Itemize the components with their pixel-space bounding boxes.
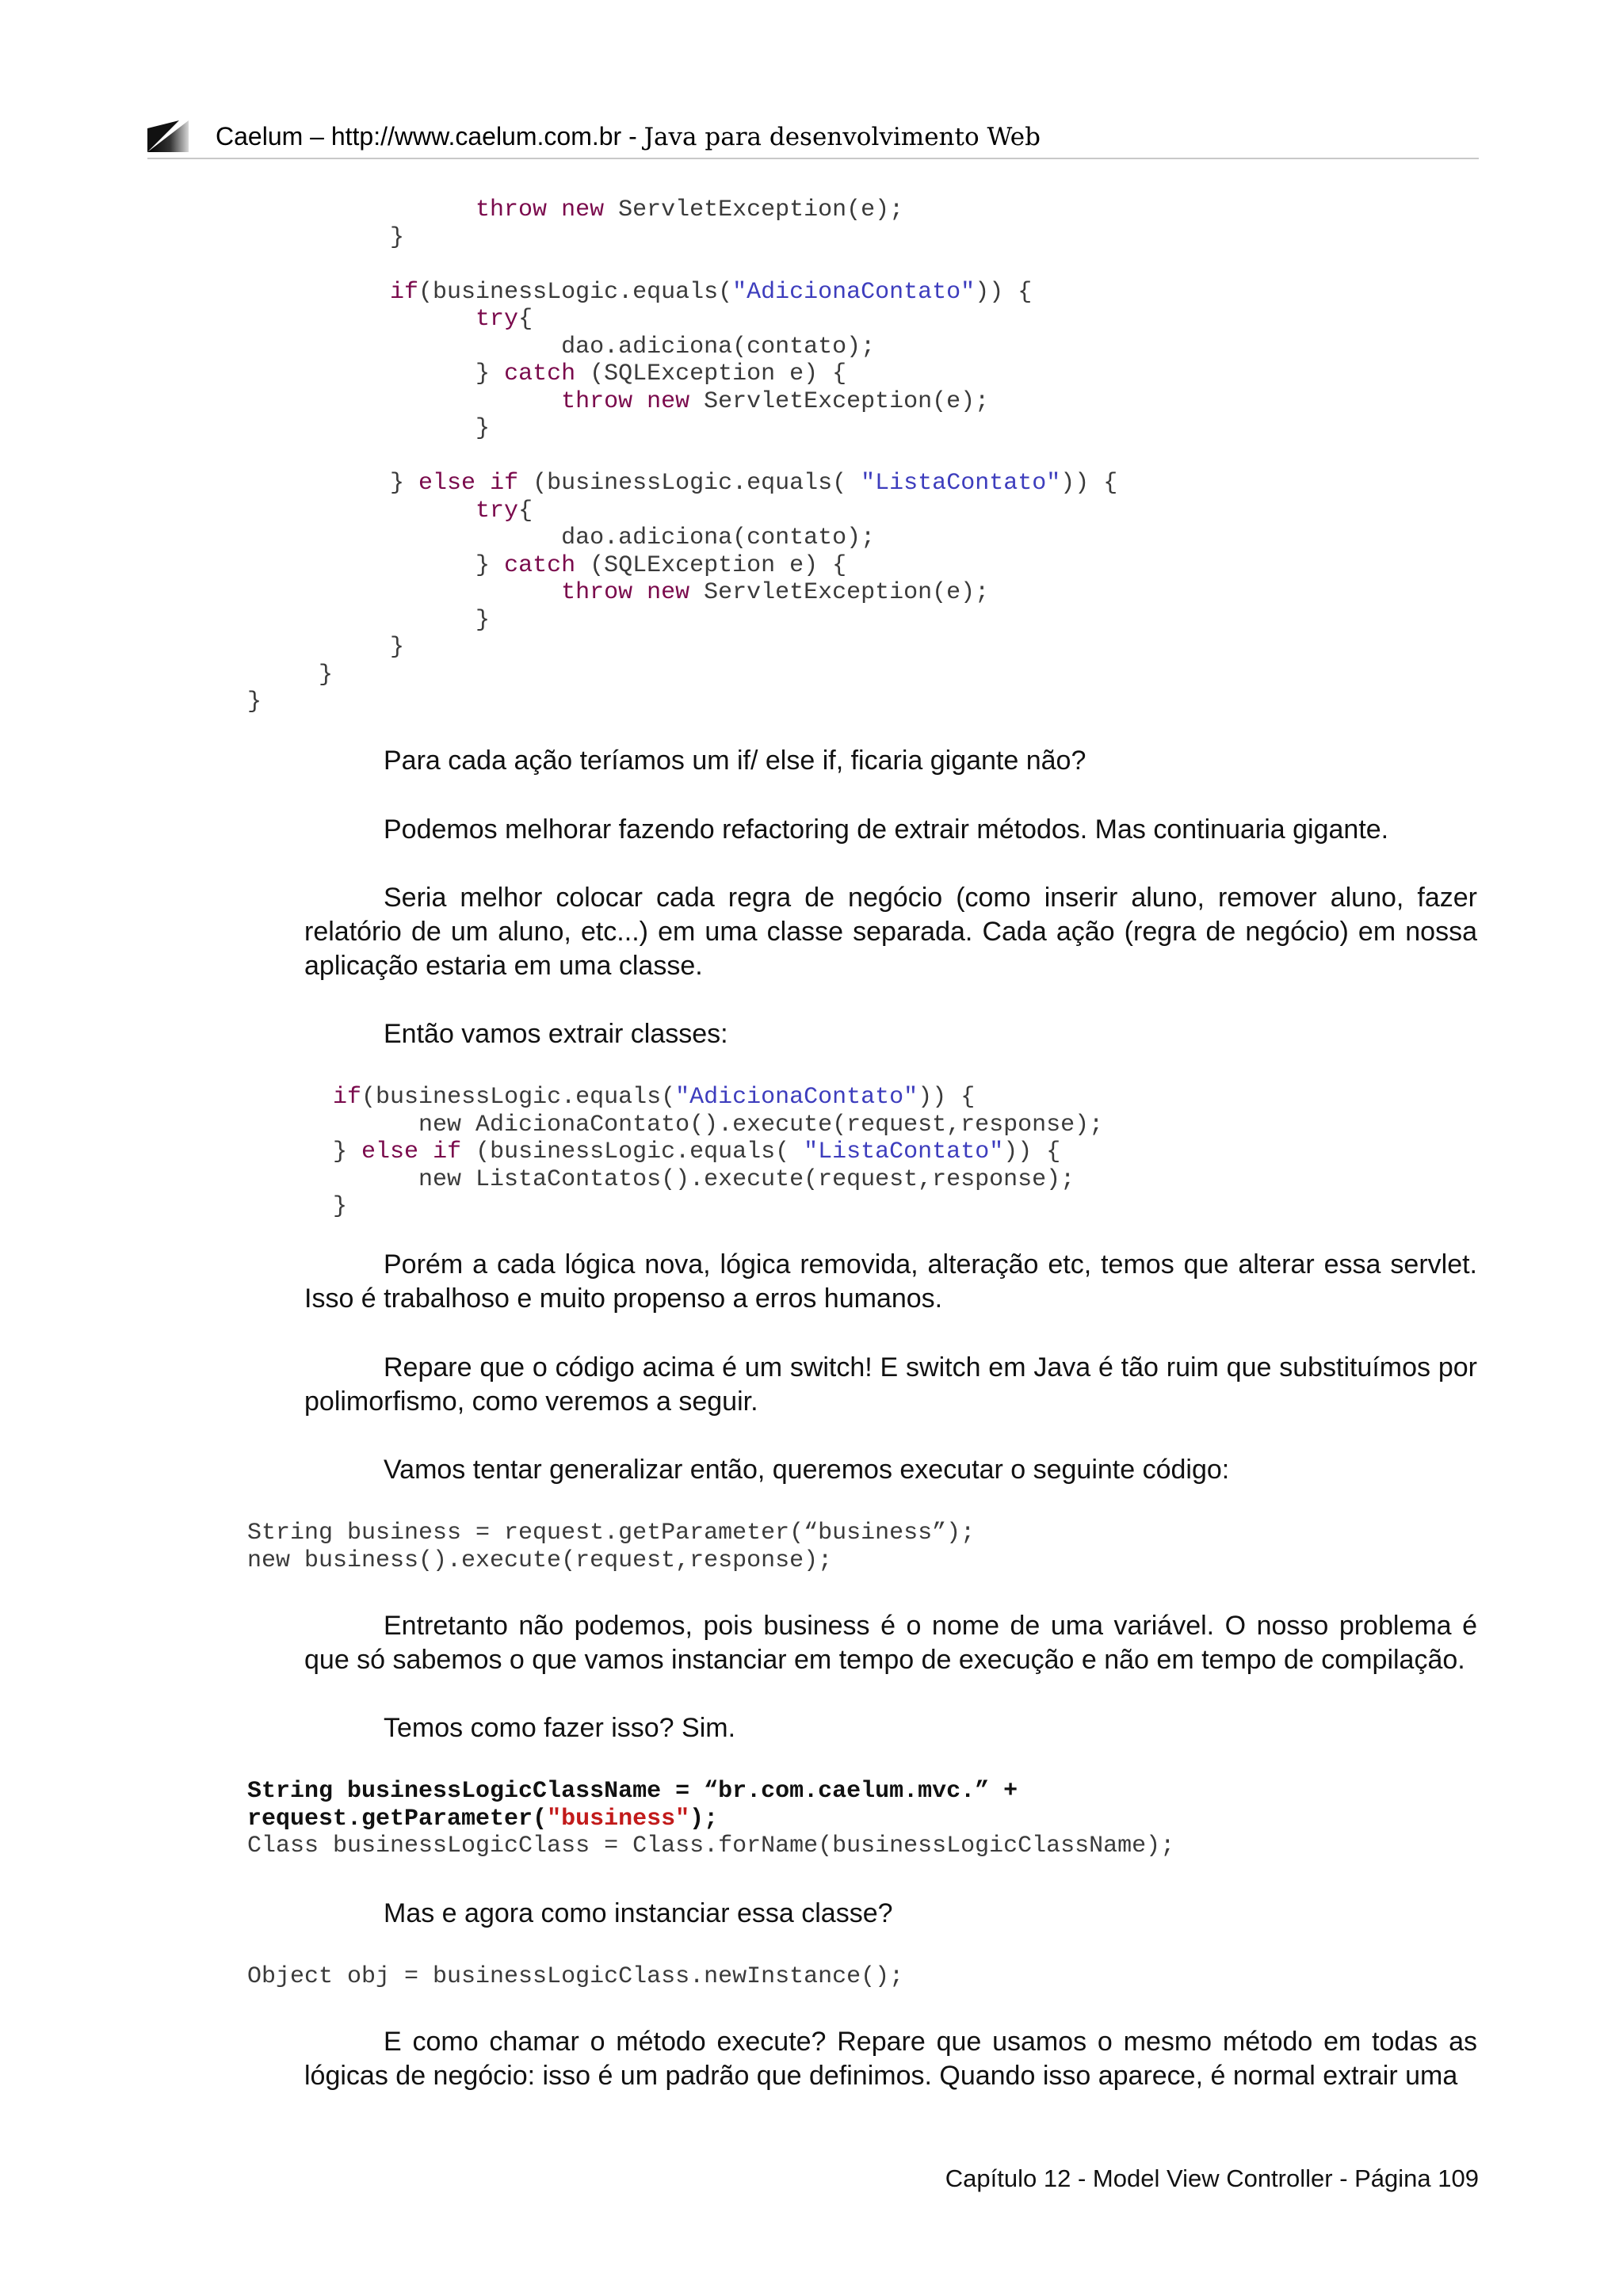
paragraph-10: Mas e agora como instanciar essa classe? [384,1898,893,1928]
code-token-kw: throw [475,196,548,223]
code-token: } [247,661,334,688]
code-line [247,1166,1075,1193]
code-token: dao.adiciona(contato); [247,524,876,551]
code-line [247,388,989,415]
code-line [247,662,333,688]
paragraph-6: Repare que o código acima é um switch! E switch em Java é tão ruim que substituímos por polimorfismo, como veremos a seguir. [304,1352,1477,1417]
code-token: Object obj = businessLogicClass.newInstance(); [247,1963,904,1990]
code-line [247,1778,1018,1805]
code-token-kw: else [418,470,476,497]
code-token-bold: String businessLogicClassName = “br.com.caelum.mvc.” + [247,1778,1018,1805]
code-token [247,1084,333,1111]
code-line [247,1084,975,1111]
code-line [247,306,533,333]
page-footer: Capítulo 12 - Model View Controller - Página 109 [945,2164,1479,2192]
code-line [247,607,490,634]
code-line [247,360,846,387]
code-token: )) { [1060,470,1118,497]
code-token-kw: throw [561,579,633,606]
code-token: { [518,306,533,333]
code-block-class-forname [247,1778,1174,1860]
code-token: } [247,551,505,579]
paragraph-5: Porém a cada lógica nova, lógica removida, alteração etc, temos que alterar essa servlet. Isso é trabalhoso e muito propenso a erros humanos. [304,1249,1477,1314]
code-line [247,196,903,223]
code-token-bold: request.getParameter( [247,1805,548,1833]
code-token-str: "AdicionaContato" [732,278,976,306]
paragraph-11: E como chamar o método execute? Repare que usamos o mesmo método em todas as lógicas de negócio: isso é um padrão que definimos. Quando isso aparece, é normal extrair uma [304,2027,1477,2091]
code-token: } [247,360,505,387]
code-line [247,579,989,606]
code-line [247,634,404,661]
header-title [216,120,1041,153]
code-block-extract-classes [247,1084,1103,1221]
code-line [247,688,262,715]
code-token: (businessLogic.equals( [518,470,861,497]
code-token: )) { [1003,1138,1061,1165]
code-token: } [247,470,419,497]
code-token: (SQLException e) { [575,551,847,579]
code-line [247,279,1032,306]
code-token [247,279,390,306]
code-token: ServletException(e); [689,579,990,606]
code-token: String business = request.getParameter(“business”); [247,1520,976,1547]
code-token: { [518,497,533,524]
code-token-bold: ); [689,1805,719,1833]
code-token: (businessLogic.equals( [461,1138,804,1165]
code-line [247,470,1117,497]
code-line [247,498,533,524]
paragraph-3: Seria melhor colocar cada regra de negócio (como inserir aluno, remover aluno, fazer relatório de um aluno, etc...) em uma classe separada. Cada ação (regra de negócio) em nossa aplicação estaria em uma classe. [304,883,1477,981]
code-line [247,334,875,360]
code-token: dao.adiciona(contato); [247,333,876,360]
header-site: Caelum – http://www.caelum.com.br - [216,122,644,151]
code-token-kw: catch [504,551,576,579]
code-line [247,1833,1174,1859]
code-token: } [247,1193,348,1220]
code-token: (businessLogic.equals( [361,1084,676,1111]
code-token [247,579,561,606]
paragraph-9: Temos como fazer isso? Sim. [384,1713,736,1743]
code-line [247,552,846,579]
code-token: new business().execute(request,response); [247,1547,833,1574]
code-line [247,1520,975,1547]
code-token: } [247,606,491,634]
code-token [247,388,561,415]
code-line [247,1963,903,1990]
code-token: ServletException(e); [689,387,990,415]
code-token: } [247,1138,362,1165]
code-token: } [247,415,491,442]
code-block-generic-business [247,1520,975,1574]
code-line [247,1138,1060,1165]
paragraph-8: Entretanto não podemos, pois business é o nome de uma variável. O nosso problema é que só sabemos o que vamos instanciar em tempo de execução e não em tempo de compilação. [304,1611,1477,1675]
code-block-servlet-ifelse [247,196,1117,716]
caelum-logo-icon [147,120,189,152]
code-token [475,470,490,497]
code-line [247,415,490,442]
code-block-new-instance [247,1963,903,1991]
code-token-kw: new [647,579,690,606]
code-token [247,498,475,524]
code-token-red: "business" [547,1805,690,1833]
code-line [247,524,875,551]
code-token-str: "ListaContato" [804,1138,1004,1165]
code-token-kw: catch [504,360,576,387]
code-token-kw: if [433,1138,462,1165]
page-header [147,117,1479,158]
code-token: )) { [918,1084,976,1111]
code-token: (businessLogic.equals( [418,278,733,306]
code-token-kw: if [490,470,519,497]
code-line [247,1806,718,1833]
code-token: } [247,634,405,661]
code-token: new AdicionaContato().execute(request,response); [247,1111,1104,1138]
code-token [632,388,647,415]
code-token-kw: try [475,497,519,524]
code-token: (SQLException e) { [575,360,847,387]
header-divider [147,158,1479,159]
code-token: ServletException(e); [604,196,904,223]
code-line [247,1112,1103,1138]
code-token-kw: new [647,387,690,415]
paragraph-7: Vamos tentar generalizar então, queremos executar o seguinte código: [384,1455,1230,1485]
code-token: Class businessLogicClass = Class.forName(businessLogicClassName); [247,1833,1175,1859]
code-token [247,196,475,223]
code-token-kw: if [390,278,419,306]
code-token-str: "ListaContato" [861,470,1061,497]
code-line [247,1547,832,1574]
code-token: } [247,688,262,715]
code-token: )) { [975,278,1033,306]
code-token: new ListaContatos().execute(request,response); [247,1165,1075,1193]
code-token [418,1138,433,1165]
code-token [547,196,561,223]
paragraph-2: Podemos melhorar fazendo refactoring de extrair métodos. Mas continuaria gigante. [384,814,1389,845]
code-token: } [247,223,405,251]
code-token-kw: new [561,196,605,223]
code-token-kw: try [475,306,519,333]
code-token [632,579,647,606]
code-token-kw: else [361,1138,419,1165]
header-book-title: Java para desenvolvimento Web [643,123,1041,151]
code-line [247,224,404,251]
code-token-kw: if [333,1084,362,1111]
paragraph-1: Para cada ação teríamos um if/ else if, ficaria gigante não? [384,746,1086,776]
code-line [247,1193,347,1220]
code-token-kw: throw [561,387,633,415]
code-token [247,306,475,333]
paragraph-4: Então vamos extrair classes: [384,1019,728,1049]
code-token-str: "AdicionaContato" [675,1084,918,1111]
